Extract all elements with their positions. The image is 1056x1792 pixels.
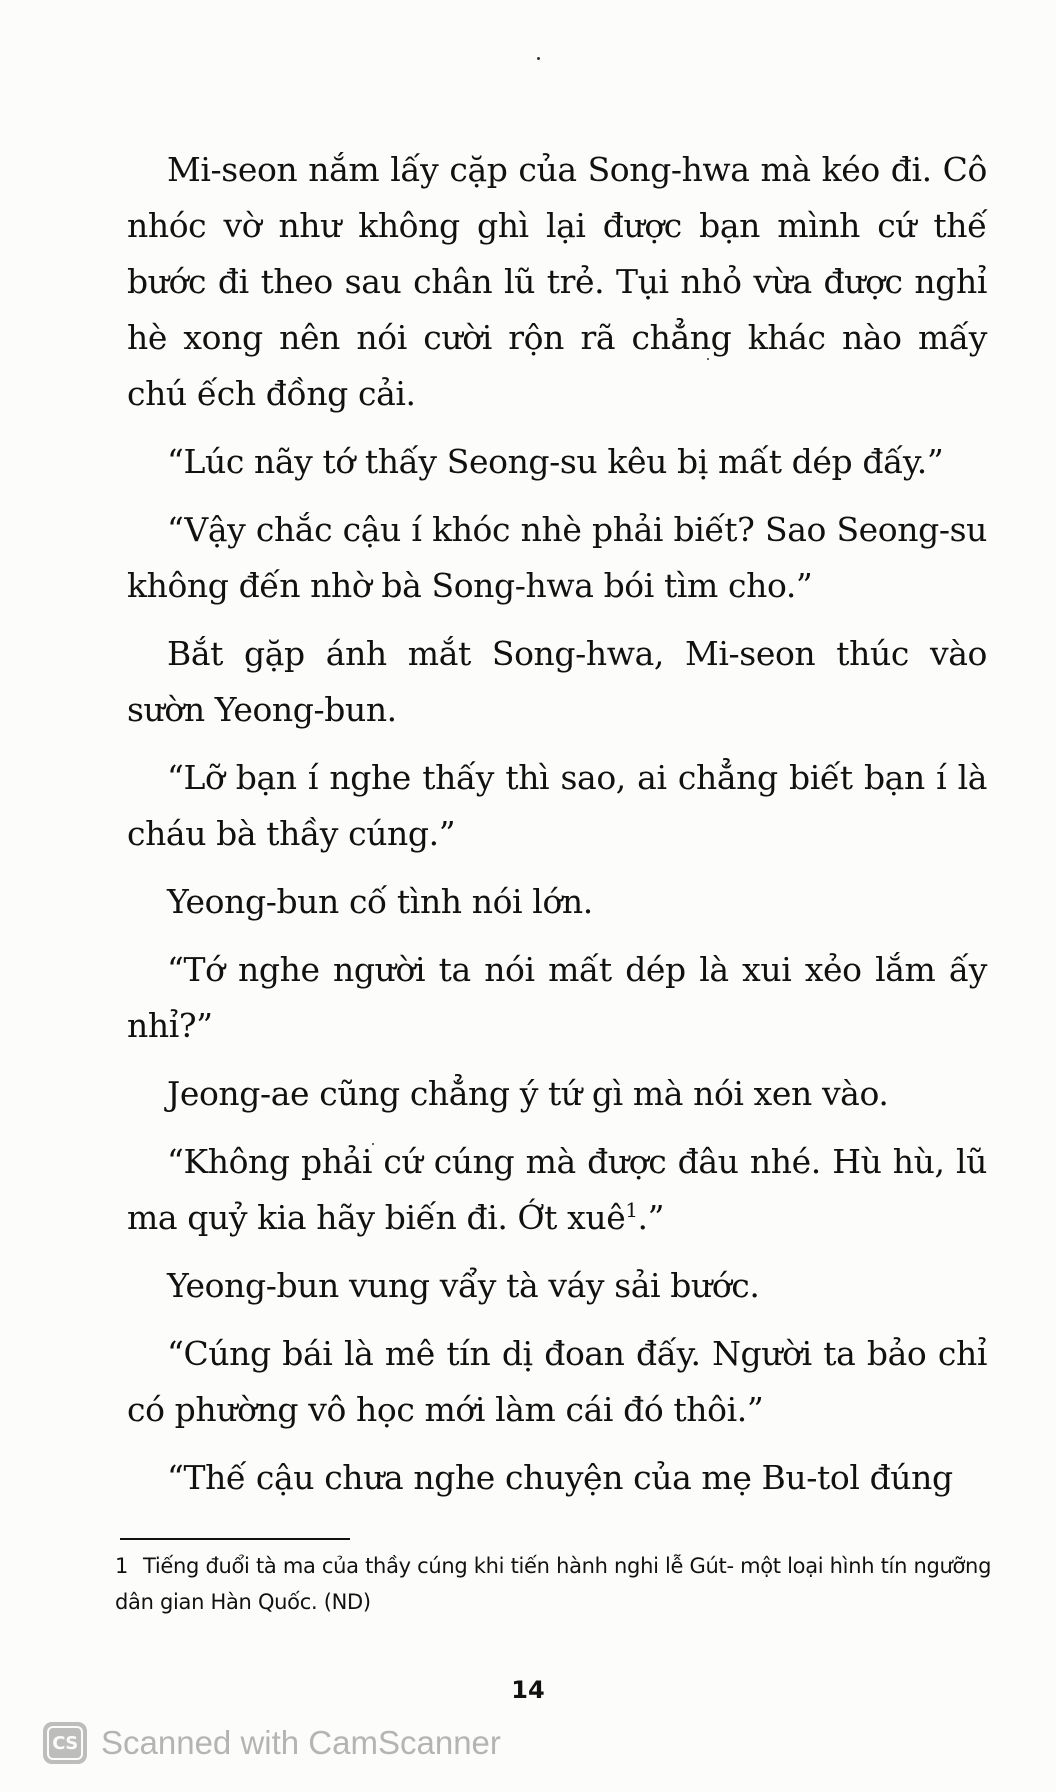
paragraph: Yeong-bun vung vẩy tà váy sải bước. <box>167 1266 760 1305</box>
paragraph: “Tớ nghe người ta nói mất dép là xui xẻo lắm ấy nhỉ?” <box>127 950 987 1045</box>
footnote-text: Tiếng đuổi tà ma của thầy cúng khi tiến hành nghi lễ Gút- một loại hình tín ngưỡng dân gian Hàn Quốc. (ND) <box>115 1554 992 1614</box>
paragraph: “Thế cậu chưa nghe chuyện của mẹ Bu-tol đúng <box>167 1458 953 1497</box>
body-text <box>127 142 987 1518</box>
paragraph: Yeong-bun cố tình nói lớn. <box>167 882 593 921</box>
paragraph: Jeong-ae cũng chẳng ý tứ gì mà nói xen vào. <box>167 1074 889 1113</box>
footnote-marker: 1 <box>115 1554 129 1578</box>
camscanner-logo-text: CS <box>47 1726 83 1760</box>
paragraph: “Vậy chắc cậu í khóc nhè phải biết? Sao Seong-su không đến nhờ bà Song-hwa bói tìm cho.” <box>127 510 987 605</box>
footnote <box>115 1548 995 1620</box>
paragraph: Bắt gặp ánh mắt Song-hwa, Mi-seon thúc vào sườn Yeong-bun. <box>127 634 987 729</box>
paragraph-text: .” <box>637 1198 665 1237</box>
paragraph: “Lúc nãy tớ thấy Seong-su kêu bị mất dép đấy.” <box>167 442 944 481</box>
scan-speck <box>537 57 540 60</box>
footnote-reference: 1 <box>625 1199 638 1222</box>
footnote-divider <box>120 1538 350 1540</box>
paragraph-text: “Không phải cứ cúng mà được đâu nhé. Hù hù, lũ ma quỷ kia hãy biến đi. Ớt xuê <box>127 1142 987 1237</box>
camscanner-logo-icon <box>43 1722 87 1764</box>
camscanner-watermark <box>43 1718 501 1768</box>
page-number: 14 <box>511 1676 545 1704</box>
paragraph: “Cúng bái là mê tín dị đoan đấy. Người ta bảo chỉ có phường vô học mới làm cái đó thôi.” <box>127 1334 987 1429</box>
paragraph: Mi-seon nắm lấy cặp của Song-hwa mà kéo đi. Cô nhóc vờ như không ghì lại được bạn mình cứ thế bước đi theo sau chân lũ trẻ. Tụi nhỏ vừa được nghỉ hè xong nên nói cười rộn rã chẳng khác nào mấy chú ếch đồng cải. <box>127 150 987 413</box>
watermark-text: Scanned with CamScanner <box>101 1724 501 1761</box>
paragraph-with-footnote-ref <box>127 1134 987 1246</box>
paragraph: “Lỡ bạn í nghe thấy thì sao, ai chẳng biết bạn í là cháu bà thầy cúng.” <box>127 758 987 853</box>
